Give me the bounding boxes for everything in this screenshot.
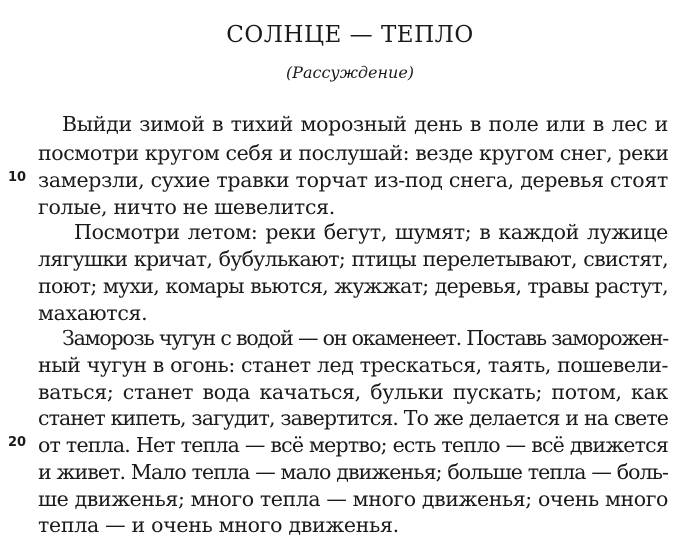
text-line-11: ваться; станет вода качаться, бульки пускать; потом, как xyxy=(38,380,668,404)
line-number-10: 10 xyxy=(8,170,27,185)
text-line-13: от тепла. Нет тепла — всё мертво; есть тепло — всё движется xyxy=(38,433,668,457)
text-line-2: посмотри кругом себя и послушай: везде кругом снег, реки xyxy=(38,141,669,165)
text-line-12: станет кипеть, загудит, завертится. То же делается и на свете xyxy=(38,406,668,430)
page-subtitle: (Рассуждение) xyxy=(285,63,415,82)
text-line-15: ше движенья; много тепла — много движенья; очень много xyxy=(38,487,668,511)
text-line-16: тепла — и очень много движенья. xyxy=(38,513,399,537)
text-line-6: лягушки кричат, бубулькают; птицы перелетывают, свистят, xyxy=(38,247,668,271)
text-line-10: ный чугун в огонь: станет лед трескаться, таять, пошевели- xyxy=(38,353,668,377)
text-line-5: Посмотри летом: реки бегут, шумят; в каждой лужице xyxy=(74,220,668,244)
text-line-7: поют; мухи, комары вьются, жужжат; деревья, травы растут, xyxy=(38,274,668,298)
text-line-4: голые, ничто не шевелится. xyxy=(38,195,335,219)
line-number-20: 20 xyxy=(8,435,27,450)
text-line-1: Выйди зимой в тихий морозный день в поле или в лес и xyxy=(62,112,668,136)
text-line-3: замерзли, сухие травки торчат из-под снега, деревья стоят xyxy=(38,168,668,192)
text-line-14: и живет. Мало тепла — мало движенья; больше тепла — боль- xyxy=(38,460,668,484)
page-title: СОЛНЦЕ — ТЕПЛО xyxy=(226,22,474,48)
text-line-8: махаются. xyxy=(38,301,148,325)
text-line-9: Заморозь чугун с водой — он окаменеет. Поставь заморожен- xyxy=(62,326,668,350)
